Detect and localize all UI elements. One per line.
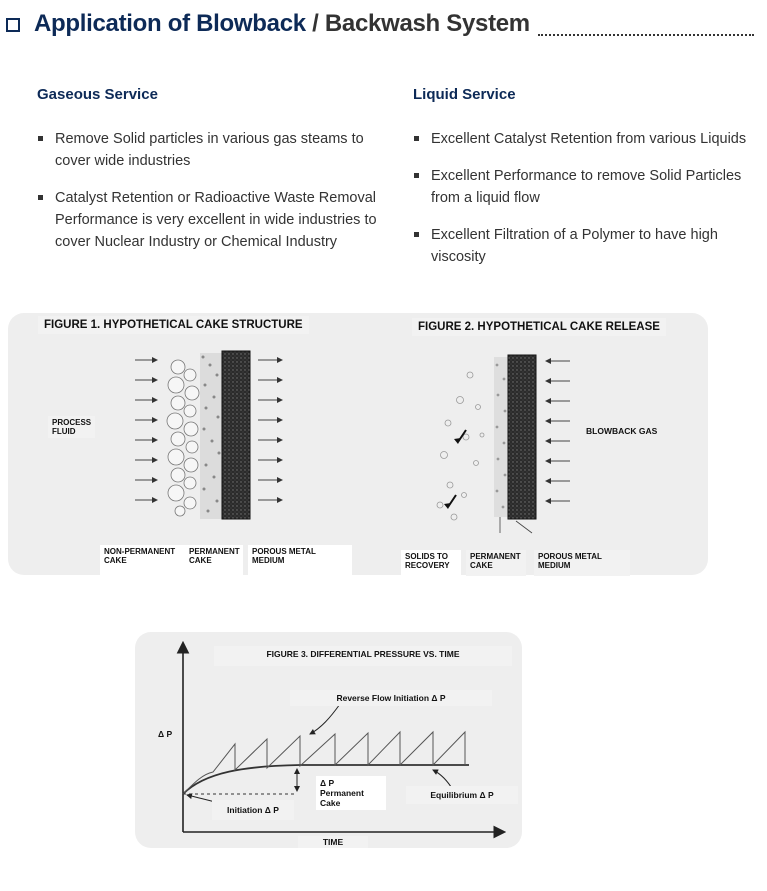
figure3-chart (135, 632, 522, 848)
figure1-caption: FIGURE 1. HYPOTHETICAL CAKE STRUCTURE (38, 316, 309, 334)
process-fluid-label: PROCESS FLUID (48, 416, 95, 438)
dp-permanent-cake-label: Δ P Permanent Cake (316, 776, 386, 810)
figure3-caption: FIGURE 3. DIFFERENTIAL PRESSURE VS. TIME (214, 646, 512, 666)
list-item: Excellent Catalyst Retention from various Liquids (413, 128, 758, 150)
title-rest: / Backwash System (305, 10, 530, 37)
figure1-diagram (120, 345, 300, 525)
non-permanent-cake-label: NON-PERMANENT CAKE (100, 545, 188, 575)
list-item: Excellent Filtration of a Polymer to have high viscosity (413, 224, 758, 268)
figure2-caption: FIGURE 2. HYPOTHETICAL CAKE RELEASE (412, 318, 666, 336)
y-axis-label: Δ P (158, 729, 173, 739)
equilibrium-label: Equilibrium Δ P (406, 786, 518, 804)
liquid-service-section (413, 86, 758, 283)
gaseous-service-section (37, 86, 397, 268)
permanent-cake-label-2: PERMANENT CAKE (466, 550, 526, 576)
title-dotted-leader (538, 34, 754, 36)
list-item: Remove Solid particles in various gas steams to cover wide industries (37, 128, 397, 172)
reverse-flow-label: Reverse Flow Initiation Δ P (290, 690, 492, 706)
list-item: Excellent Performance to remove Solid Particles from a liquid flow (413, 165, 758, 209)
figures-1-2-panel (8, 313, 708, 575)
page-title (34, 10, 530, 38)
solids-recovery-label: SOLIDS TO RECOVERY (401, 550, 461, 576)
gaseous-list (37, 128, 397, 253)
checkbox-bullet-icon (6, 18, 20, 32)
gaseous-heading: Gaseous Service (37, 86, 158, 103)
title-row (6, 10, 758, 44)
liquid-heading: Liquid Service (413, 86, 516, 103)
porous-metal-label-2: POROUS METAL MEDIUM (534, 550, 630, 576)
x-axis-label: TIME (298, 836, 368, 848)
liquid-list (413, 128, 758, 268)
figure2-diagram (420, 345, 580, 535)
permanent-cake-label-1: PERMANENT CAKE (185, 545, 243, 575)
porous-metal-label-1: POROUS METAL MEDIUM (248, 545, 352, 575)
initiation-label: Initiation Δ P (212, 800, 294, 820)
blowback-gas-label: BLOWBACK GAS (580, 424, 663, 438)
title-highlight: Application of Blowback (34, 10, 306, 37)
list-item: Catalyst Retention or Radioactive Waste Removal Performance is very excellent in wide industries to cover Nuclear Industry or Chemical Industry (37, 187, 397, 253)
